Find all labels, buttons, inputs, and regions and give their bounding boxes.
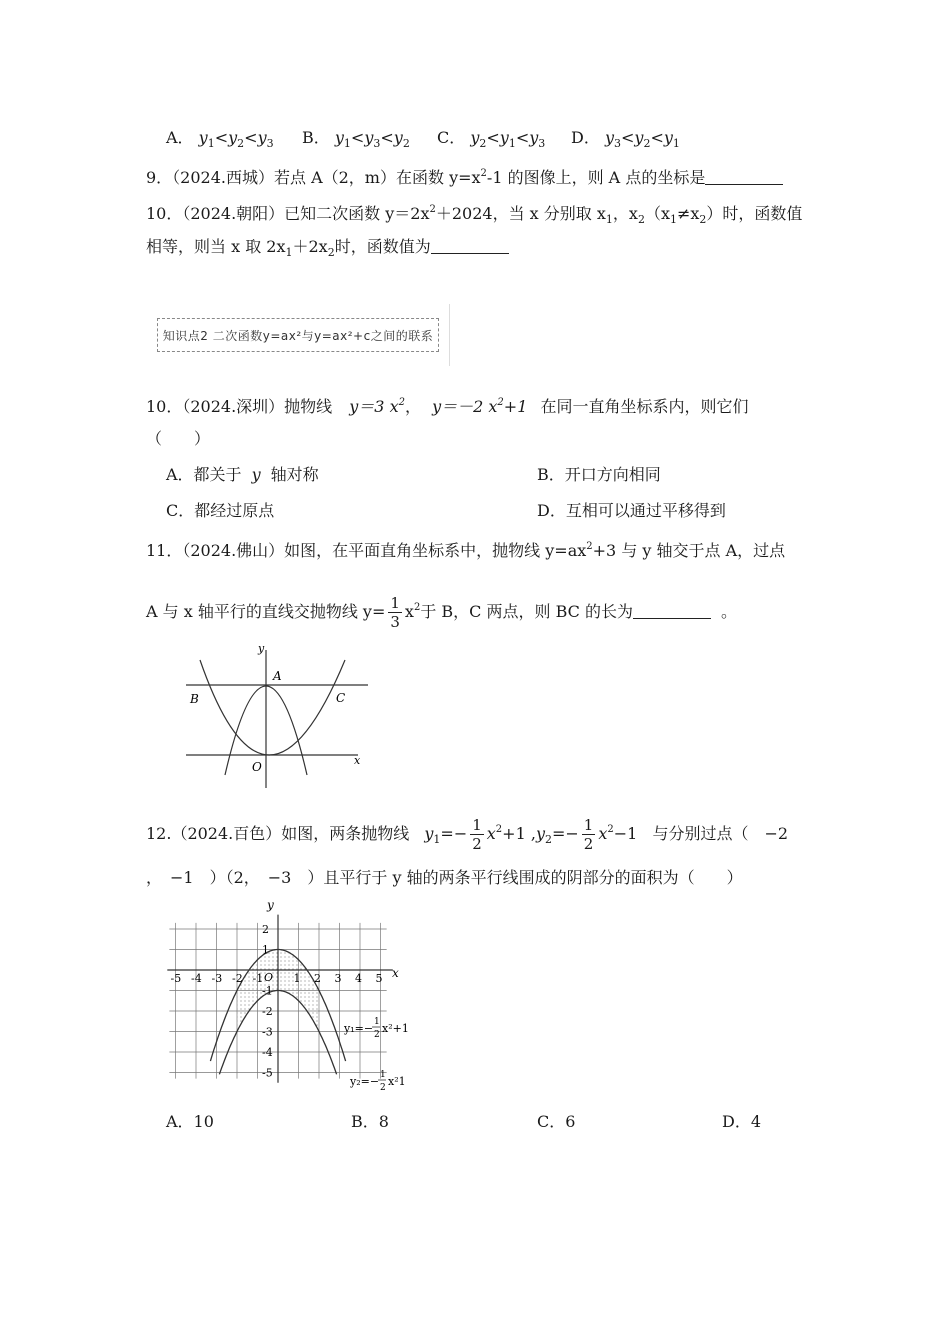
point-c-label: C bbox=[336, 691, 346, 705]
fraction: $\frac{1}{2}$ bbox=[583, 816, 594, 853]
x-tick-label: 5 bbox=[375, 972, 383, 985]
q11-figure bbox=[180, 640, 380, 790]
q12-option-a[interactable]: A．10 bbox=[166, 1112, 214, 1131]
curve1-label-num: 1 bbox=[374, 1017, 380, 1027]
knowledge-point-header: 知识点2 二次函数y=ax²与y=ax²+c之间的联系 bbox=[157, 318, 439, 352]
curve2-label-den: 2 bbox=[380, 1083, 386, 1093]
x-tick-label: -1 bbox=[252, 972, 264, 985]
question-11-line1: 11．（2024.佛山）如图，在平面直角坐标系中，抛物线 $y=ax^2+3$ 与 y 轴交于点 A，过点 bbox=[146, 541, 786, 560]
question-11-line2: A 与 x 轴平行的直线交抛物线 y= $\frac{1}{3}$ $x^2$于 B，C 两点，则 BC 的长为 。 bbox=[146, 594, 737, 631]
q10b-option-a[interactable]: A．都关于 y 轴对称 bbox=[166, 465, 319, 484]
q12-figure bbox=[160, 896, 420, 1100]
question-10a-line1: 10．（2024.朝阳）已知二次函数 $y=2x^2+2024$，当 x 分别取 $x_1$，$x_2(x_1\ne x_2)$时，函数值 bbox=[146, 204, 803, 226]
question-12-line2: ， −1 ）（2， −3 ）且平行于 y 轴的两条平行线围成的阴部分的面积为（ ） bbox=[146, 868, 743, 887]
q10b-option-c[interactable]: C．都经过原点 bbox=[166, 501, 275, 520]
curve2-label: y₂=− bbox=[350, 1075, 380, 1088]
x-tick-label: -4 bbox=[191, 972, 202, 985]
x-tick-label: 3 bbox=[334, 972, 342, 985]
curve1-label: y₁=− bbox=[344, 1022, 374, 1035]
q10b-option-d[interactable]: D．互相可以通过平移得到 bbox=[537, 501, 726, 520]
y-tick-label: 1 bbox=[262, 943, 269, 957]
x-tick-label: 4 bbox=[355, 972, 362, 985]
q8-option-d[interactable]: D． $y_3<y_2<y_1$ bbox=[571, 128, 680, 150]
question-10b: 10．（2024.深圳）抛物线 y＝3 $x^2$， y＝－2 $x^2+1$ 在同一直角坐标系内，则它们 bbox=[146, 397, 749, 416]
curve1-label-den: 2 bbox=[374, 1030, 380, 1040]
y-tick-label: -4 bbox=[262, 1046, 273, 1059]
q8-option-b[interactable]: B． $y_1<y_3<y_2$ bbox=[302, 128, 410, 150]
answer-blank[interactable] bbox=[633, 602, 711, 619]
answer-blank[interactable] bbox=[431, 237, 509, 254]
point-a-label: A bbox=[273, 669, 282, 683]
x-axis-label: x bbox=[392, 966, 399, 980]
curve2-label-num: 1 bbox=[380, 1070, 386, 1080]
q12-option-d[interactable]: D．4 bbox=[722, 1112, 762, 1131]
origin-label: O bbox=[252, 760, 262, 774]
y-label: y bbox=[258, 642, 265, 655]
y-tick-label: 2 bbox=[262, 923, 269, 936]
q10b-option-b[interactable]: B．开口方向相同 bbox=[537, 465, 661, 484]
question-9: 9．（2024.西城）若点 A（2，m）在函数 $y=x^2-1$ 的图像上，则 A 点的坐标是 bbox=[146, 162, 783, 190]
curve1-label-tail: x²+1 bbox=[382, 1022, 409, 1035]
y-tick-labels bbox=[262, 923, 273, 1080]
x-tick-label: -3 bbox=[211, 972, 223, 985]
q8-option-a[interactable]: A． $y_1<y_2<y_3$ bbox=[166, 128, 274, 150]
x-tick-label: 1 bbox=[293, 972, 301, 985]
y-tick-label: -2 bbox=[262, 1005, 273, 1018]
q12-option-b[interactable]: B．8 bbox=[351, 1112, 389, 1131]
y-tick-label: -3 bbox=[262, 1025, 273, 1039]
question-10a-line2: 相等，则当 x 取 $2x_1+2x_2$时，函数值为 bbox=[146, 235, 509, 265]
x-tick-label: 2 bbox=[314, 972, 321, 985]
q8-option-c[interactable]: C． $y_2<y_1<y_3$ bbox=[437, 128, 546, 150]
question-12-line1: 12.（2024.百色）如图，两条抛物线 $y_1=-$ $\frac{1}{2}$ $x^2+1$ $,y_2=-$ $\frac{1}{2}$ $x^2-1$ 与分别过点（ −2 bbox=[146, 816, 789, 853]
x-label: x bbox=[354, 754, 361, 767]
y-axis-label: y bbox=[267, 898, 274, 912]
answer-blank[interactable] bbox=[705, 168, 783, 185]
curve2-label-tail: x²1 bbox=[388, 1075, 406, 1088]
y-tick-label: -1 bbox=[262, 984, 273, 998]
q12-option-c[interactable]: C．6 bbox=[537, 1112, 576, 1131]
divider bbox=[449, 304, 450, 366]
question-10b-paren: （ ） bbox=[146, 429, 211, 448]
fraction: $\frac{1}{2}$ bbox=[472, 816, 482, 853]
point-b-label: B bbox=[190, 692, 199, 706]
origin-label: O bbox=[264, 971, 274, 984]
x-tick-label: -2 bbox=[232, 972, 243, 985]
x-tick-label: -5 bbox=[170, 972, 182, 985]
y-tick-label: -5 bbox=[262, 1066, 273, 1080]
fraction: $\frac{1}{3}$ bbox=[390, 594, 400, 631]
